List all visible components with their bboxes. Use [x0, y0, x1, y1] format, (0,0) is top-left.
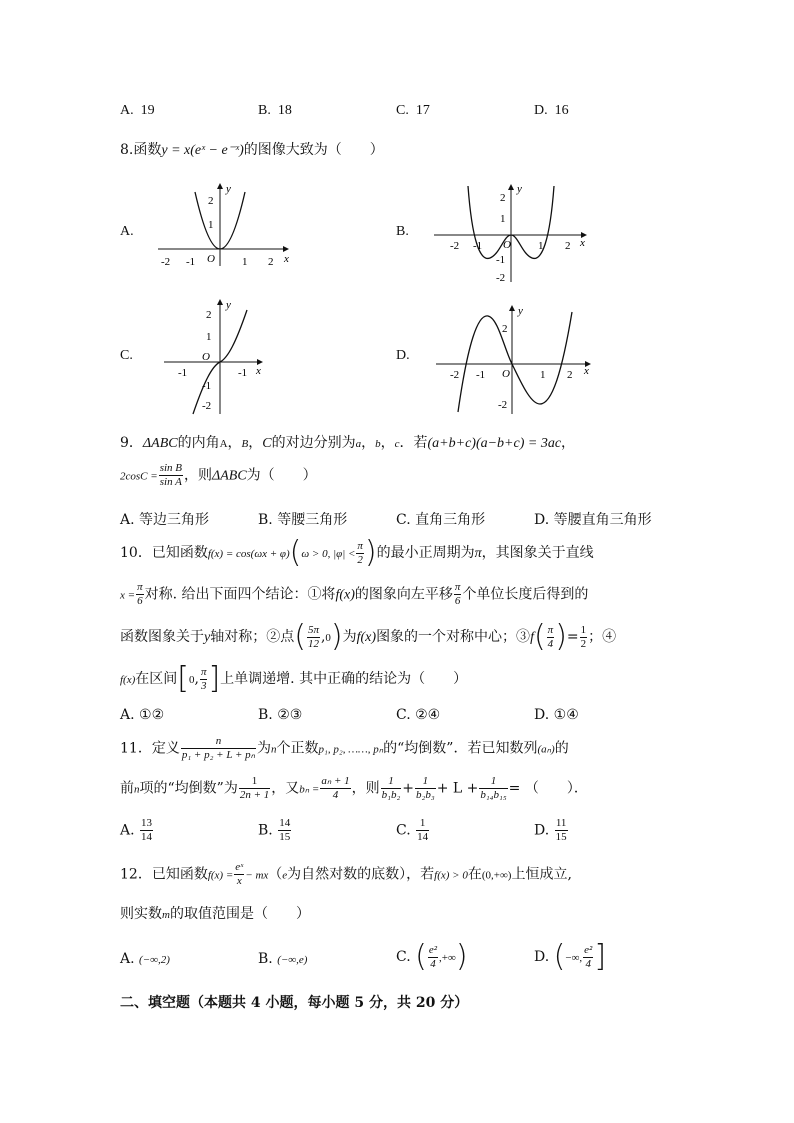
- tick: 2: [208, 195, 214, 207]
- tick: -1: [473, 240, 483, 252]
- x-label: x: [256, 365, 261, 377]
- q8-graph-d-label[interactable]: D.: [396, 348, 410, 363]
- q12-option-c[interactable]: C. ( $\frac{\text{e²}}{4}$ ,+∞): [396, 939, 468, 974]
- tick: -2: [450, 240, 460, 252]
- tick: 2: [206, 309, 212, 321]
- q8-graph-c-label[interactable]: C.: [120, 348, 133, 363]
- x-label: x: [284, 253, 289, 265]
- q7-option-b[interactable]: B. 18: [258, 103, 292, 118]
- q11-option-c[interactable]: C. $\frac{1}{14}$: [396, 817, 429, 843]
- tick: -1: [496, 254, 506, 266]
- tick: 2: [565, 240, 571, 252]
- q12-option-b[interactable]: B. (−∞,e): [258, 951, 308, 967]
- q10-option-c[interactable]: C. ②④: [396, 707, 441, 723]
- origin-label: O: [202, 351, 210, 363]
- q9-option-a[interactable]: A. 等边三角形: [120, 512, 210, 528]
- q9-line1: 9．ΔABC的内角A，B，C的对边分别为a，b，c．若(a+b+c)(a−b+c) = 3ac，: [120, 435, 576, 451]
- q12-option-a[interactable]: A. (−∞,2): [120, 951, 170, 967]
- x-label: x: [580, 237, 585, 249]
- q8-graph-b: [428, 180, 598, 285]
- y-label: y: [226, 183, 231, 195]
- tick: -2: [202, 400, 212, 412]
- tick: 2: [567, 369, 573, 381]
- x-label: x: [584, 365, 589, 377]
- tick: -1: [202, 380, 212, 392]
- origin-label: O: [207, 253, 215, 265]
- q11-option-b[interactable]: B. $\frac{14}{15}$: [258, 817, 291, 843]
- q11-option-d[interactable]: D. $\frac{11}{15}$: [534, 817, 567, 843]
- sinB-over-sinA: $\frac{\text{sin B}}{\text{sin A}}$: [159, 462, 182, 488]
- tick: 1: [206, 331, 212, 343]
- q9-option-b[interactable]: B. 等腰三角形: [258, 512, 348, 528]
- origin-label: O: [502, 368, 510, 380]
- q8-graph-a-label[interactable]: A.: [120, 224, 134, 239]
- y-label: y: [517, 183, 522, 195]
- y-label: y: [518, 305, 523, 317]
- tick: 2: [502, 323, 508, 335]
- q9-condition: (a+b+c)(a−b+c) = 3ac: [427, 436, 562, 451]
- q10-line1: 10．已知函数f(x) = cos(ωx + φ)(ω > 0, |φ| < $\frac{\pi}{2}$ )的最小正周期为π，其图象关于直线: [120, 535, 594, 570]
- tick: 1: [208, 219, 214, 231]
- curve: [458, 312, 572, 412]
- q8-graph-c: [160, 296, 270, 418]
- q10-option-a[interactable]: A. ①②: [120, 707, 165, 723]
- q8-graph-b-label[interactable]: B.: [396, 224, 409, 239]
- q9-option-d[interactable]: D. 等腰直角三角形: [534, 512, 652, 528]
- q8-graph-a: [150, 178, 300, 270]
- tick: -2: [161, 256, 171, 268]
- q12-line2: 则实数m的取值范围是（ ）: [120, 906, 310, 922]
- tick: 1: [540, 369, 546, 381]
- tick: -1: [178, 367, 188, 379]
- q12-line1: 12．已知函数f(x) = $\frac{\text{eˣ}}{x}$ − mx（e为自然对数的底数），若f(x) > 0在(0,+∞)上恒成立,: [120, 861, 572, 887]
- q7-option-c[interactable]: C. 17: [396, 103, 430, 118]
- tick: -2: [496, 272, 506, 284]
- q10-option-b[interactable]: B. ②③: [258, 707, 303, 723]
- origin-label: O: [503, 239, 511, 251]
- section-title: 二、填空题（本题共 4 小题，每小题 5 分，共 20 分）: [120, 995, 469, 1011]
- tick: 2: [268, 256, 274, 268]
- y-label: y: [226, 299, 231, 311]
- q10-option-d[interactable]: D. ①④: [534, 707, 579, 723]
- tick: -1: [186, 256, 196, 268]
- tick: 1: [242, 256, 248, 268]
- tick: -2: [450, 369, 460, 381]
- tick: 1: [500, 213, 506, 225]
- tick: -1: [238, 367, 248, 379]
- tick: 1: [538, 240, 544, 252]
- q12-option-d[interactable]: D. (−∞, $\frac{\text{e²}}{4}$ ]: [534, 939, 607, 974]
- q11-line1: 11．定义 $\frac{n}{\text{p₁ + p₂ + L + pₙ}}$ 为n个正数p₁, p₂, ……, pₙ的“均倒数”．若已知数列(aₙ)的: [120, 735, 569, 761]
- tick: 2: [500, 192, 506, 204]
- q11-line2: 前n项的“均倒数”为 $\frac{1}{2n + 1}$ ，又bₙ = $\frac{\text{aₙ + 1}}{4}$ ，则 $\frac{1}{\text{b₁b₂}}$ + $\frac{1}{\text{b₂b₃}}$ + L + $\frac{1}{\text{b₁₄b₁₅}}$ = （ ）．: [120, 775, 588, 801]
- q9-line2: 2cosC = $\frac{\text{sin B}}{\text{sin A}}$ ，则ΔABC为（ ）: [120, 462, 317, 488]
- tick: -1: [476, 369, 486, 381]
- q10-line3: 函数图象关于y轴对称；②点( $\frac{5\pi}{12}$ ,0)为f(x)图象的一个对称中心；③f( $\frac{\pi}{4}$ )= $\frac{1}{2}$ ；④: [120, 619, 617, 654]
- q9-option-c[interactable]: C. 直角三角形: [396, 512, 486, 528]
- q10-line4: f(x)在区间[0, $\frac{\pi}{3}$ ]上单调递增. 其中正确的结论为（ ）: [120, 661, 468, 696]
- q10-line2: x = $\frac{\pi}{6}$ 对称. 给出下面四个结论：①将f(x)的图象向左平移 $\frac{\pi}{6}$ 个单位长度后得到的: [120, 581, 589, 607]
- q8-graph-d: [430, 302, 600, 417]
- q7-option-d[interactable]: D. 16: [534, 103, 569, 118]
- q7-option-a[interactable]: A. 19: [120, 103, 155, 118]
- tick: -2: [498, 399, 508, 411]
- q8-formula: y = x(eˣ − e⁻ˣ): [161, 143, 244, 158]
- q8-stem: 8.函数y = x(eˣ − e⁻ˣ)的图像大致为（ ）: [120, 142, 384, 158]
- q11-option-a[interactable]: A. $\frac{13}{14}$: [120, 817, 153, 843]
